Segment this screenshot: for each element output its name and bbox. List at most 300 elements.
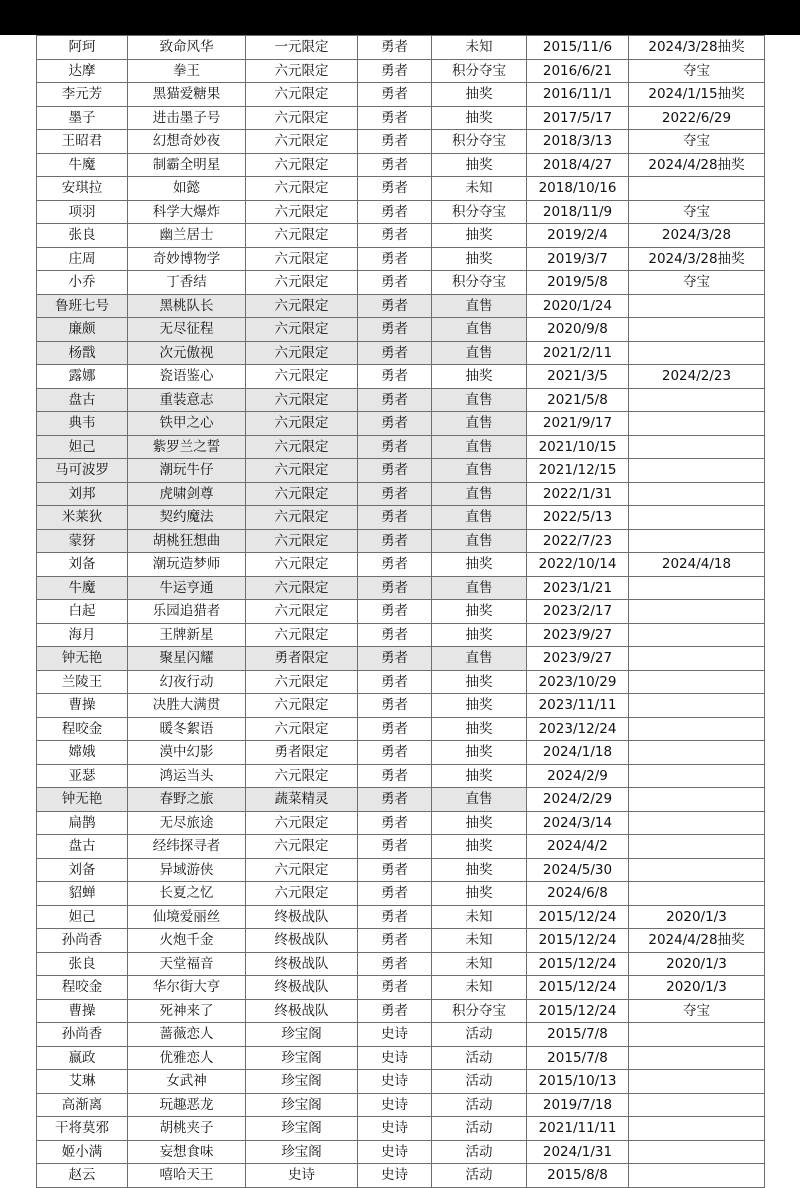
table-row — [37, 811, 765, 835]
source-cell: 抽奖 — [432, 83, 527, 107]
release-date-cell: 2015/12/24 — [527, 905, 629, 929]
table-row — [37, 271, 765, 295]
source-cell: 未知 — [432, 929, 527, 953]
release-date-cell: 2024/4/2 — [527, 835, 629, 859]
quality-cell: 史诗 — [358, 1117, 432, 1141]
series-cell: 史诗 — [246, 1164, 358, 1188]
hero-name-cell: 达摩 — [37, 59, 128, 83]
series-cell: 六元限定 — [246, 177, 358, 201]
return-cell: 2020/1/3 — [629, 976, 765, 1000]
series-cell: 六元限定 — [246, 318, 358, 342]
release-date-cell: 2016/6/21 — [527, 59, 629, 83]
series-cell: 六元限定 — [246, 576, 358, 600]
return-cell — [629, 294, 765, 318]
quality-cell: 勇者 — [358, 224, 432, 248]
quality-cell: 勇者 — [358, 952, 432, 976]
series-cell: 珍宝阁 — [246, 1023, 358, 1047]
table-row — [37, 106, 765, 130]
hero-name-cell: 米莱狄 — [37, 506, 128, 530]
table-row — [37, 835, 765, 859]
quality-cell: 勇者 — [358, 412, 432, 436]
skin-name-cell: 漠中幻影 — [128, 741, 246, 765]
skin-name-cell: 致命风华 — [128, 36, 246, 60]
return-cell — [629, 1046, 765, 1070]
source-cell: 抽奖 — [432, 247, 527, 271]
series-cell: 六元限定 — [246, 59, 358, 83]
table-row — [37, 341, 765, 365]
hero-name-cell: 刘邦 — [37, 482, 128, 506]
table-row — [37, 412, 765, 436]
hero-name-cell: 李元芳 — [37, 83, 128, 107]
source-cell: 积分夺宝 — [432, 271, 527, 295]
hero-name-cell: 典韦 — [37, 412, 128, 436]
quality-cell: 勇者 — [358, 670, 432, 694]
skin-name-cell: 春野之旅 — [128, 788, 246, 812]
series-cell: 六元限定 — [246, 341, 358, 365]
source-cell: 活动 — [432, 1023, 527, 1047]
skin-name-cell: 仙境爱丽丝 — [128, 905, 246, 929]
series-cell: 六元限定 — [246, 858, 358, 882]
table-row — [37, 36, 765, 60]
skin-name-cell: 胡桃狂想曲 — [128, 529, 246, 553]
skin-name-cell: 制霸全明星 — [128, 153, 246, 177]
source-cell: 直售 — [432, 788, 527, 812]
series-cell: 六元限定 — [246, 835, 358, 859]
return-cell: 夺宝 — [629, 999, 765, 1023]
table-row — [37, 764, 765, 788]
hero-name-cell: 海月 — [37, 623, 128, 647]
skin-name-cell: 丁香结 — [128, 271, 246, 295]
quality-cell: 勇者 — [358, 999, 432, 1023]
return-cell — [629, 1023, 765, 1047]
quality-cell: 勇者 — [358, 929, 432, 953]
skin-name-cell: 聚星闪耀 — [128, 647, 246, 671]
release-date-cell: 2015/12/24 — [527, 999, 629, 1023]
table-row — [37, 200, 765, 224]
return-cell: 夺宝 — [629, 271, 765, 295]
return-cell — [629, 623, 765, 647]
return-cell — [629, 177, 765, 201]
hero-name-cell: 嬴政 — [37, 1046, 128, 1070]
quality-cell: 勇者 — [358, 247, 432, 271]
series-cell: 珍宝阁 — [246, 1140, 358, 1164]
return-cell: 夺宝 — [629, 200, 765, 224]
quality-cell: 勇者 — [358, 976, 432, 1000]
table-row — [37, 999, 765, 1023]
return-cell — [629, 835, 765, 859]
quality-cell: 史诗 — [358, 1023, 432, 1047]
table-row — [37, 506, 765, 530]
skin-name-cell: 潮玩造梦师 — [128, 553, 246, 577]
source-cell: 直售 — [432, 294, 527, 318]
source-cell: 积分夺宝 — [432, 130, 527, 154]
release-date-cell: 2019/7/18 — [527, 1093, 629, 1117]
source-cell: 未知 — [432, 177, 527, 201]
source-cell: 直售 — [432, 388, 527, 412]
series-cell: 六元限定 — [246, 811, 358, 835]
hero-name-cell: 张良 — [37, 952, 128, 976]
quality-cell: 史诗 — [358, 1046, 432, 1070]
skin-name-cell: 玩趣恶龙 — [128, 1093, 246, 1117]
return-cell — [629, 1070, 765, 1094]
quality-cell: 勇者 — [358, 153, 432, 177]
top-black-bar — [0, 0, 800, 35]
hero-name-cell: 白起 — [37, 600, 128, 624]
table-row — [37, 976, 765, 1000]
release-date-cell: 2015/12/24 — [527, 976, 629, 1000]
return-cell — [629, 1140, 765, 1164]
table-row — [37, 623, 765, 647]
source-cell: 直售 — [432, 318, 527, 342]
table-row — [37, 153, 765, 177]
release-date-cell: 2022/1/31 — [527, 482, 629, 506]
source-cell: 活动 — [432, 1093, 527, 1117]
series-cell: 六元限定 — [246, 153, 358, 177]
skin-name-cell: 潮玩牛仔 — [128, 459, 246, 483]
return-cell — [629, 388, 765, 412]
quality-cell: 勇者 — [358, 177, 432, 201]
table-row — [37, 647, 765, 671]
release-date-cell: 2018/3/13 — [527, 130, 629, 154]
hero-name-cell: 项羽 — [37, 200, 128, 224]
skin-name-cell: 奇妙博物学 — [128, 247, 246, 271]
series-cell: 勇者限定 — [246, 647, 358, 671]
quality-cell: 勇者 — [358, 905, 432, 929]
skin-name-cell: 死神来了 — [128, 999, 246, 1023]
source-cell: 直售 — [432, 412, 527, 436]
quality-cell: 勇者 — [358, 858, 432, 882]
series-cell: 六元限定 — [246, 694, 358, 718]
release-date-cell: 2015/12/24 — [527, 952, 629, 976]
skin-name-cell: 紫罗兰之誓 — [128, 435, 246, 459]
skin-name-cell: 虎啸剑尊 — [128, 482, 246, 506]
return-cell: 2020/1/3 — [629, 952, 765, 976]
series-cell: 六元限定 — [246, 882, 358, 906]
series-cell: 蔬菜精灵 — [246, 788, 358, 812]
return-cell: 2024/4/28抽奖 — [629, 929, 765, 953]
series-cell: 终极战队 — [246, 929, 358, 953]
skin-name-cell: 优雅恋人 — [128, 1046, 246, 1070]
series-cell: 六元限定 — [246, 600, 358, 624]
series-cell: 珍宝阁 — [246, 1070, 358, 1094]
hero-name-cell: 钟无艳 — [37, 788, 128, 812]
table-row — [37, 929, 765, 953]
source-cell: 活动 — [432, 1140, 527, 1164]
release-date-cell: 2021/3/5 — [527, 365, 629, 389]
table-row — [37, 1117, 765, 1141]
return-cell — [629, 600, 765, 624]
quality-cell: 勇者 — [358, 788, 432, 812]
source-cell: 抽奖 — [432, 106, 527, 130]
series-cell: 珍宝阁 — [246, 1117, 358, 1141]
series-cell: 一元限定 — [246, 36, 358, 60]
skin-name-cell: 华尔街大亨 — [128, 976, 246, 1000]
release-date-cell: 2022/10/14 — [527, 553, 629, 577]
quality-cell: 勇者 — [358, 59, 432, 83]
skin-name-cell: 胡桃夹子 — [128, 1117, 246, 1141]
table-row — [37, 294, 765, 318]
release-date-cell: 2024/1/31 — [527, 1140, 629, 1164]
quality-cell: 勇者 — [358, 271, 432, 295]
table-row — [37, 247, 765, 271]
release-date-cell: 2016/11/1 — [527, 83, 629, 107]
skin-name-cell: 幻夜行动 — [128, 670, 246, 694]
source-cell: 抽奖 — [432, 764, 527, 788]
hero-name-cell: 赵云 — [37, 1164, 128, 1188]
hero-name-cell: 小乔 — [37, 271, 128, 295]
source-cell: 直售 — [432, 647, 527, 671]
series-cell: 六元限定 — [246, 388, 358, 412]
source-cell: 抽奖 — [432, 153, 527, 177]
return-cell — [629, 318, 765, 342]
release-date-cell: 2024/2/29 — [527, 788, 629, 812]
release-date-cell: 2020/9/8 — [527, 318, 629, 342]
series-cell: 六元限定 — [246, 764, 358, 788]
hero-name-cell: 王昭君 — [37, 130, 128, 154]
hero-name-cell: 亚瑟 — [37, 764, 128, 788]
source-cell: 抽奖 — [432, 553, 527, 577]
source-cell: 积分夺宝 — [432, 59, 527, 83]
table-row — [37, 600, 765, 624]
quality-cell: 勇者 — [358, 435, 432, 459]
return-cell — [629, 858, 765, 882]
release-date-cell: 2018/4/27 — [527, 153, 629, 177]
skin-name-cell: 女武神 — [128, 1070, 246, 1094]
quality-cell: 勇者 — [358, 647, 432, 671]
quality-cell: 勇者 — [358, 36, 432, 60]
quality-cell: 勇者 — [358, 83, 432, 107]
source-cell: 直售 — [432, 435, 527, 459]
skin-name-cell: 无尽征程 — [128, 318, 246, 342]
quality-cell: 勇者 — [358, 341, 432, 365]
source-cell: 活动 — [432, 1046, 527, 1070]
skin-name-cell: 妄想食味 — [128, 1140, 246, 1164]
hero-name-cell: 马可波罗 — [37, 459, 128, 483]
skin-name-cell: 牛运亨通 — [128, 576, 246, 600]
return-cell: 2024/2/23 — [629, 365, 765, 389]
quality-cell: 勇者 — [358, 106, 432, 130]
table-row — [37, 553, 765, 577]
table-row — [37, 576, 765, 600]
hero-name-cell: 曹操 — [37, 694, 128, 718]
release-date-cell: 2023/1/21 — [527, 576, 629, 600]
quality-cell: 勇者 — [358, 811, 432, 835]
skin-name-cell: 蔷薇恋人 — [128, 1023, 246, 1047]
return-cell — [629, 459, 765, 483]
return-cell: 2020/1/3 — [629, 905, 765, 929]
hero-name-cell: 艾琳 — [37, 1070, 128, 1094]
series-cell: 六元限定 — [246, 224, 358, 248]
source-cell: 直售 — [432, 459, 527, 483]
return-cell — [629, 1164, 765, 1188]
quality-cell: 勇者 — [358, 365, 432, 389]
source-cell: 直售 — [432, 482, 527, 506]
return-cell — [629, 412, 765, 436]
hero-name-cell: 孙尚香 — [37, 1023, 128, 1047]
table-row — [37, 952, 765, 976]
source-cell: 未知 — [432, 952, 527, 976]
hero-name-cell: 干将莫邪 — [37, 1117, 128, 1141]
quality-cell: 勇者 — [358, 694, 432, 718]
source-cell: 抽奖 — [432, 858, 527, 882]
table-row — [37, 59, 765, 83]
skin-name-cell: 黑桃队长 — [128, 294, 246, 318]
series-cell: 六元限定 — [246, 130, 358, 154]
release-date-cell: 2015/12/24 — [527, 929, 629, 953]
quality-cell: 勇者 — [358, 835, 432, 859]
release-date-cell: 2024/5/30 — [527, 858, 629, 882]
skin-name-cell: 王牌新星 — [128, 623, 246, 647]
skin-name-cell: 铁甲之心 — [128, 412, 246, 436]
return-cell — [629, 341, 765, 365]
series-cell: 终极战队 — [246, 952, 358, 976]
series-cell: 六元限定 — [246, 106, 358, 130]
source-cell: 直售 — [432, 341, 527, 365]
source-cell: 抽奖 — [432, 882, 527, 906]
table-row — [37, 882, 765, 906]
release-date-cell: 2015/8/8 — [527, 1164, 629, 1188]
return-cell — [629, 764, 765, 788]
skin-name-cell: 火炮千金 — [128, 929, 246, 953]
table-row — [37, 177, 765, 201]
release-date-cell: 2019/5/8 — [527, 271, 629, 295]
hero-name-cell: 姬小满 — [37, 1140, 128, 1164]
quality-cell: 勇者 — [358, 600, 432, 624]
table-row — [37, 670, 765, 694]
return-cell — [629, 811, 765, 835]
release-date-cell: 2024/1/18 — [527, 741, 629, 765]
series-cell: 六元限定 — [246, 529, 358, 553]
table-row — [37, 858, 765, 882]
return-cell — [629, 1093, 765, 1117]
table-row — [37, 459, 765, 483]
hero-name-cell: 盘古 — [37, 388, 128, 412]
skin-spreadsheet — [36, 35, 764, 1188]
hero-name-cell: 墨子 — [37, 106, 128, 130]
table-row — [37, 905, 765, 929]
skin-table — [36, 35, 765, 1188]
skin-name-cell: 如懿 — [128, 177, 246, 201]
hero-name-cell: 安琪拉 — [37, 177, 128, 201]
skin-name-cell: 黑猫爱糖果 — [128, 83, 246, 107]
return-cell: 2024/3/28抽奖 — [629, 247, 765, 271]
hero-name-cell: 庄周 — [37, 247, 128, 271]
table-row — [37, 1070, 765, 1094]
quality-cell: 勇者 — [358, 130, 432, 154]
release-date-cell: 2023/12/24 — [527, 717, 629, 741]
hero-name-cell: 牛魔 — [37, 153, 128, 177]
series-cell: 终极战队 — [246, 999, 358, 1023]
release-date-cell: 2021/11/11 — [527, 1117, 629, 1141]
series-cell: 珍宝阁 — [246, 1093, 358, 1117]
quality-cell: 勇者 — [358, 388, 432, 412]
return-cell — [629, 670, 765, 694]
series-cell: 六元限定 — [246, 83, 358, 107]
quality-cell: 勇者 — [358, 717, 432, 741]
hero-name-cell: 曹操 — [37, 999, 128, 1023]
quality-cell: 勇者 — [358, 529, 432, 553]
quality-cell: 勇者 — [358, 318, 432, 342]
table-row — [37, 1093, 765, 1117]
series-cell: 六元限定 — [246, 294, 358, 318]
hero-name-cell: 鲁班七号 — [37, 294, 128, 318]
source-cell: 直售 — [432, 506, 527, 530]
release-date-cell: 2023/9/27 — [527, 623, 629, 647]
quality-cell: 勇者 — [358, 459, 432, 483]
release-date-cell: 2015/7/8 — [527, 1023, 629, 1047]
hero-name-cell: 刘备 — [37, 858, 128, 882]
series-cell: 六元限定 — [246, 717, 358, 741]
hero-name-cell: 阿珂 — [37, 36, 128, 60]
release-date-cell: 2021/12/15 — [527, 459, 629, 483]
skin-name-cell: 幽兰居士 — [128, 224, 246, 248]
return-cell — [629, 506, 765, 530]
source-cell: 未知 — [432, 36, 527, 60]
series-cell: 六元限定 — [246, 506, 358, 530]
hero-name-cell: 孙尚香 — [37, 929, 128, 953]
return-cell: 2024/4/28抽奖 — [629, 153, 765, 177]
release-date-cell: 2021/9/17 — [527, 412, 629, 436]
release-date-cell: 2024/2/9 — [527, 764, 629, 788]
release-date-cell: 2022/5/13 — [527, 506, 629, 530]
source-cell: 直售 — [432, 529, 527, 553]
skin-name-cell: 拳王 — [128, 59, 246, 83]
table-row — [37, 1046, 765, 1070]
release-date-cell: 2023/11/11 — [527, 694, 629, 718]
release-date-cell: 2018/11/9 — [527, 200, 629, 224]
source-cell: 抽奖 — [432, 835, 527, 859]
release-date-cell: 2019/2/4 — [527, 224, 629, 248]
hero-name-cell: 杨戬 — [37, 341, 128, 365]
return-cell: 夺宝 — [629, 59, 765, 83]
series-cell: 六元限定 — [246, 459, 358, 483]
hero-name-cell: 刘备 — [37, 553, 128, 577]
hero-name-cell: 妲己 — [37, 435, 128, 459]
table-row — [37, 130, 765, 154]
quality-cell: 勇者 — [358, 482, 432, 506]
return-cell: 2024/1/15抽奖 — [629, 83, 765, 107]
source-cell: 未知 — [432, 905, 527, 929]
release-date-cell: 2015/11/6 — [527, 36, 629, 60]
hero-name-cell: 妲己 — [37, 905, 128, 929]
series-cell: 六元限定 — [246, 247, 358, 271]
release-date-cell: 2018/10/16 — [527, 177, 629, 201]
release-date-cell: 2021/2/11 — [527, 341, 629, 365]
release-date-cell: 2024/3/14 — [527, 811, 629, 835]
skin-name-cell: 瓷语鉴心 — [128, 365, 246, 389]
table-row — [37, 694, 765, 718]
quality-cell: 勇者 — [358, 741, 432, 765]
series-cell: 终极战队 — [246, 905, 358, 929]
source-cell: 抽奖 — [432, 224, 527, 248]
hero-name-cell: 高渐离 — [37, 1093, 128, 1117]
quality-cell: 勇者 — [358, 882, 432, 906]
hero-name-cell: 扁鹊 — [37, 811, 128, 835]
series-cell: 六元限定 — [246, 435, 358, 459]
skin-name-cell: 次元傲视 — [128, 341, 246, 365]
skin-name-cell: 天堂福音 — [128, 952, 246, 976]
table-row — [37, 717, 765, 741]
hero-name-cell: 嫦娥 — [37, 741, 128, 765]
return-cell: 2024/4/18 — [629, 553, 765, 577]
release-date-cell: 2017/5/17 — [527, 106, 629, 130]
series-cell: 六元限定 — [246, 365, 358, 389]
series-cell: 六元限定 — [246, 553, 358, 577]
quality-cell: 勇者 — [358, 294, 432, 318]
skin-name-cell: 科学大爆炸 — [128, 200, 246, 224]
series-cell: 终极战队 — [246, 976, 358, 1000]
return-cell — [629, 529, 765, 553]
